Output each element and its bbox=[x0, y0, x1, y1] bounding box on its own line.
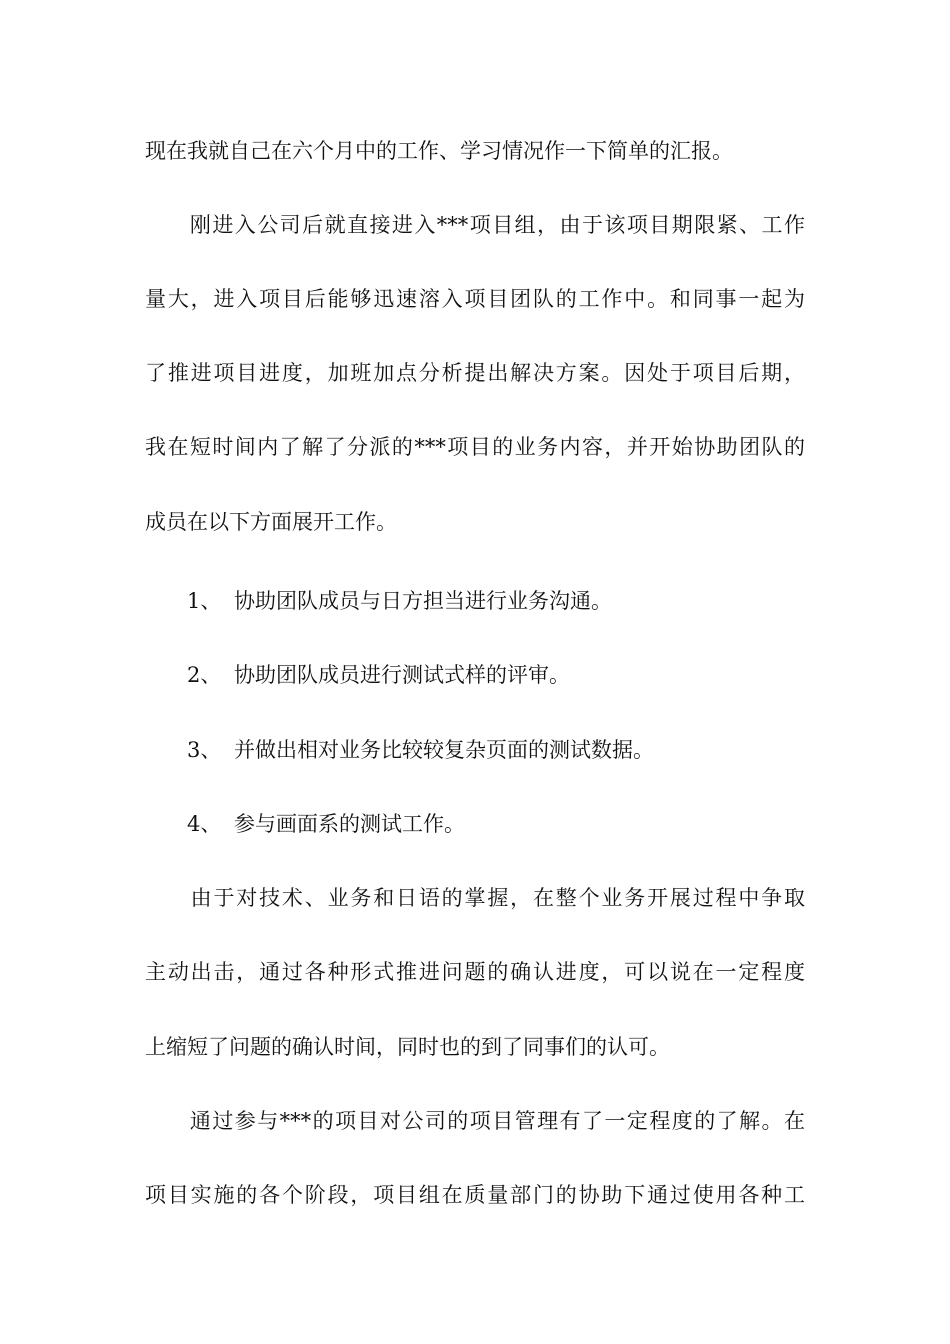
paragraph-line: 项目实施的各个阶段，项目组在质量部门的协助下通过使用各种工 bbox=[145, 1183, 805, 1207]
paragraph-line: 现在我就自己在六个月中的工作、学习情况作一下简单的汇报。 bbox=[145, 139, 733, 163]
paragraph-line: 量大，进入项目后能够迅速溶入项目团队的工作中。和同事一起为 bbox=[145, 287, 805, 311]
list-item-text: 协助团队成员与日方担当进行业务沟通。 bbox=[234, 589, 612, 613]
paragraph-line: 我在短时间内了解了分派的***项目的业务内容，并开始协助团队的 bbox=[145, 435, 805, 459]
paragraph-line: 了推进项目进度，加班加点分析提出解决方案。因处于项目后期， bbox=[145, 361, 805, 385]
list-item-number: 4、 bbox=[187, 812, 222, 836]
list-item-number: 3、 bbox=[187, 738, 222, 762]
list-item bbox=[187, 736, 654, 764]
list-item-number: 1、 bbox=[187, 589, 222, 613]
list-item bbox=[187, 661, 570, 689]
list-item-text: 参与画面系的测试工作。 bbox=[234, 812, 465, 836]
list-item bbox=[187, 810, 465, 838]
paragraph-line: 通过参与***的项目对公司的项目管理有了一定程度的了解。在 bbox=[145, 1109, 805, 1133]
list-item-text: 并做出相对业务比较较复杂页面的测试数据。 bbox=[234, 738, 654, 762]
paragraph-line: 成员在以下方面展开工作。 bbox=[145, 510, 397, 534]
paragraph-line: 主动出击，通过各种形式推进问题的确认进度，可以说在一定程度 bbox=[145, 960, 805, 984]
list-item-number: 2、 bbox=[187, 663, 222, 687]
list-item-text: 协助团队成员进行测试式样的评审。 bbox=[234, 663, 570, 687]
paragraph-line: 刚进入公司后就直接进入***项目组，由于该项目期限紧、工作 bbox=[145, 213, 805, 237]
paragraph-line: 上缩短了问题的确认时间，同时也的到了同事们的认可。 bbox=[145, 1035, 670, 1059]
list-item bbox=[187, 587, 612, 615]
paragraph-line: 由于对技术、业务和日语的掌握，在整个业务开展过程中争取 bbox=[145, 886, 805, 910]
